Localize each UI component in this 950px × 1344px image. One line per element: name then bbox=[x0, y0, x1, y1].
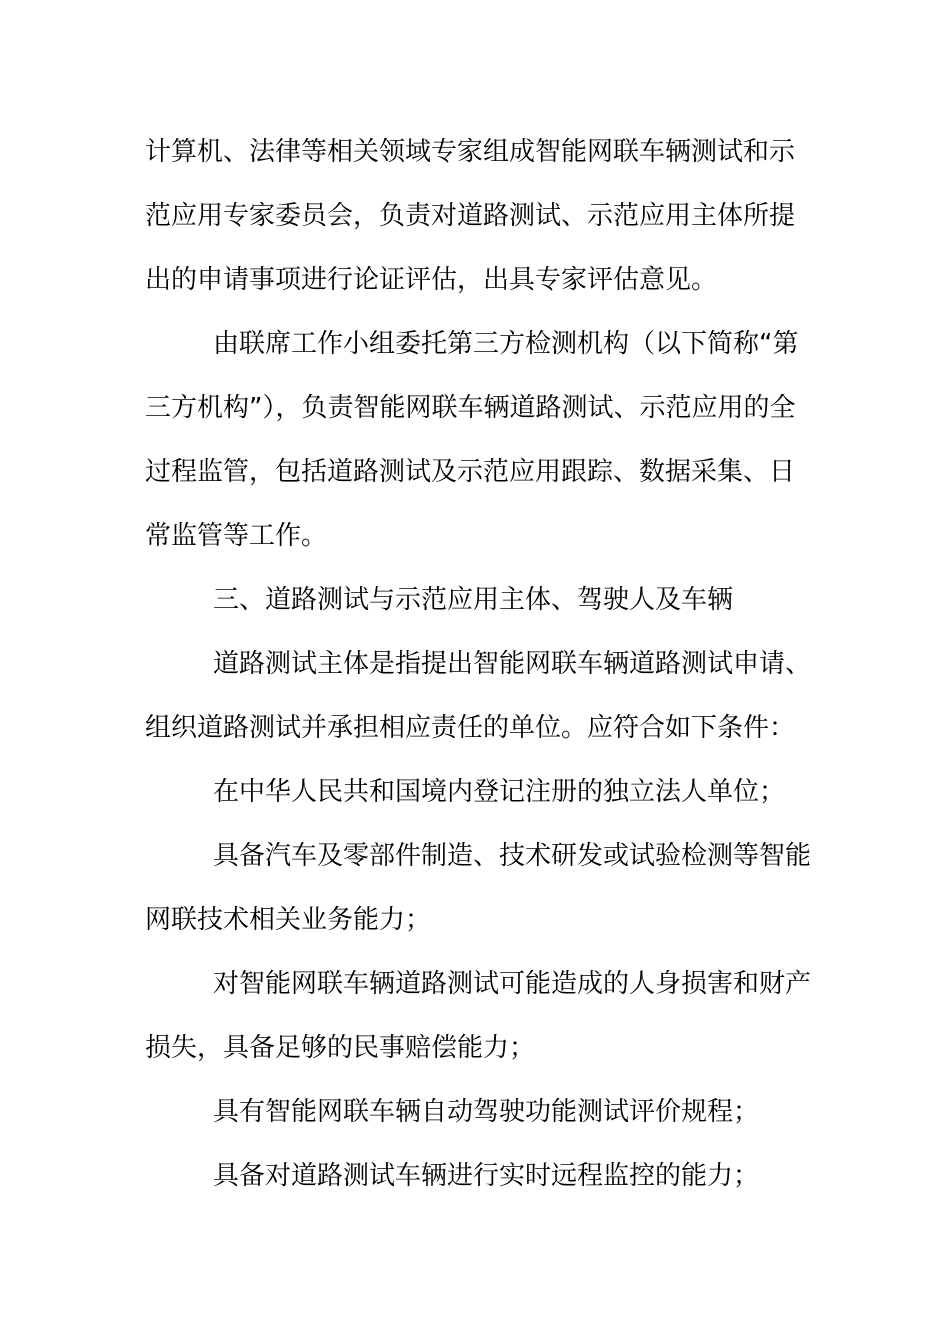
text-line: 损失，具备足够的民事赔偿能力； bbox=[145, 1033, 536, 1063]
condition-item: 在中华人民共和国境内登记注册的独立法人单位； bbox=[213, 777, 786, 807]
condition-item: 具备对道路测试车辆进行实时远程监控的能力； bbox=[213, 1161, 760, 1191]
text-line: 过程监管，包括道路测试及示范应用跟踪、数据采集、日 bbox=[145, 457, 796, 487]
text-line: 由联席工作小组委托第三方检测机构（以下简称“第 bbox=[213, 329, 799, 359]
text-line: 常监管等工作。 bbox=[145, 521, 328, 551]
condition-item: 具备汽车及零部件制造、技术研发或试验检测等智能 bbox=[213, 841, 812, 871]
text-line: 范应用专家委员会，负责对道路测试、示范应用主体所提 bbox=[145, 201, 796, 231]
text-line: 三方机构”），负责智能网联车辆道路测试、示范应用的全 bbox=[145, 393, 796, 423]
section-heading: 三、道路测试与示范应用主体、驾驶人及车辆 bbox=[213, 585, 734, 615]
text-line: 计算机、法律等相关领域专家组成智能网联车辆测试和示 bbox=[145, 137, 796, 167]
text-line: 道路测试主体是指提出智能网联车辆道路测试申请、 bbox=[213, 649, 812, 679]
condition-item: 具有智能网联车辆自动驾驶功能测试评价规程； bbox=[213, 1097, 760, 1127]
text-line: 组织道路测试并承担相应责任的单位。应符合如下条件： bbox=[145, 713, 796, 743]
body-text bbox=[145, 130, 815, 1218]
condition-item: 对智能网联车辆道路测试可能造成的人身损害和财产 bbox=[213, 969, 812, 999]
text-line: 出的申请事项进行论证评估，出具专家评估意见。 bbox=[145, 265, 718, 295]
text-line: 网联技术相关业务能力； bbox=[145, 905, 432, 935]
